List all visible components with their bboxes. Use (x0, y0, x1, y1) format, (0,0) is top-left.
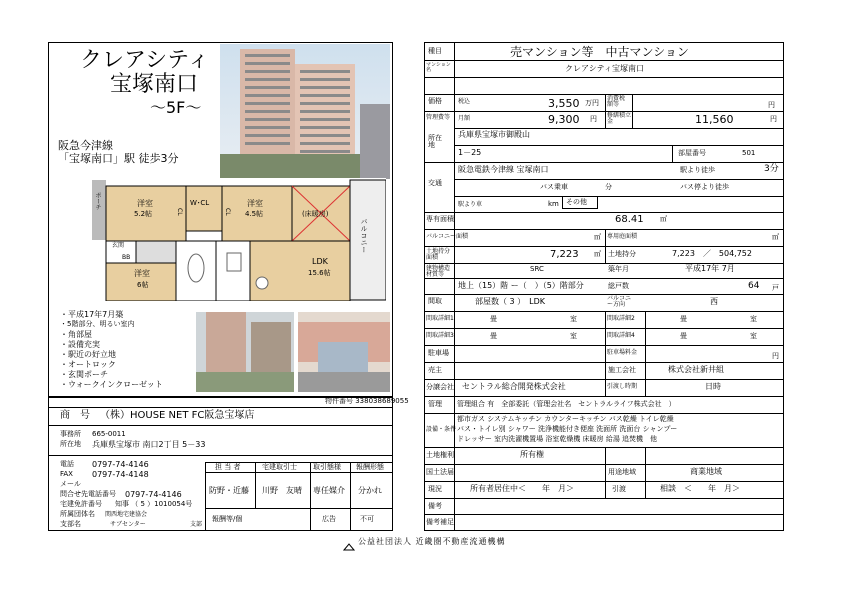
parking-fee-label: 駐車場料金 (607, 349, 638, 356)
area-unit: ㎡ (660, 215, 667, 223)
location-value: 兵庫県宝塚市 南口2丁目 5－33 (92, 440, 206, 449)
label-seller: 売主 (428, 366, 442, 374)
repair-unit: 円 (770, 115, 777, 123)
ldk-label: LDK (312, 257, 328, 266)
mgmt-sub: 月額 (458, 115, 471, 122)
fax-value: 0797-74-4148 (92, 470, 149, 479)
label-notes: 備考 (428, 502, 442, 510)
room-label-wcl: W･CL (190, 199, 210, 207)
room-label-1: 洋室 (137, 199, 153, 208)
detail3-unit-a: 畳 (490, 332, 497, 340)
equipment-line-3: ドレッサー 室内洗濯機置場 浴室乾燥機 床暖房 給湯 追焚機 他 (457, 435, 658, 443)
feature-item: ・玄関ポーチ (60, 370, 108, 379)
inquiry-label: 問合せ先電話番号 (60, 490, 116, 498)
branch-label: 支部名 (60, 520, 81, 528)
label-detail3: 間取詳細3 (426, 332, 454, 339)
exterior-photo-1 (196, 312, 294, 392)
label-land: 土地持分面積 (426, 248, 451, 261)
exterior-photo-2 (298, 312, 390, 392)
builder-label: 施工会社 (608, 366, 636, 374)
car-km: km (548, 200, 559, 208)
zoning-label: 用途地域 (608, 468, 636, 476)
entrance-label: 玄関 (112, 242, 125, 249)
label-price: 価格 (428, 97, 442, 105)
feature-item: ・駅近の好立地 (60, 350, 116, 359)
units-value: 64 (748, 281, 760, 291)
contact-fee: 分かれ (358, 486, 382, 495)
room-label-2: 洋室 (247, 199, 263, 208)
type-value: 売マンション等 中古マンション (510, 45, 689, 59)
tax-label: 消費税額等 (607, 95, 626, 108)
detail2-unit-b: 室 (750, 315, 757, 323)
units-label: 総戸数 (608, 282, 629, 290)
office-label: 事務所 (60, 430, 81, 438)
tax-unit: 円 (768, 101, 775, 109)
label-landuse: 国土法届 (426, 468, 454, 476)
private-garden-label: 専用庭面積 (607, 233, 638, 240)
bus-walk-label: バス停より徒歩 (680, 183, 729, 191)
line-value: 阪急電鉄今津線 宝塚南口 (458, 165, 549, 174)
property-title-line1: クレアシティ (80, 48, 210, 73)
private-garden-unit: ㎡ (772, 233, 779, 241)
floor-label: ～5F～ (150, 98, 202, 117)
parking-fee-unit: 円 (772, 352, 779, 360)
floors-value: 地上（15）階 ー（ ）（5）階部分 (458, 281, 584, 290)
equipment-line-1: 都市ガス システムキッチン カウンターキッチン バス乾燥 トイレ乾燥 (457, 415, 674, 423)
detail1-unit-a: 畳 (490, 315, 497, 323)
price-value: 3,550 (548, 97, 580, 110)
label-traffic: 交通 (428, 179, 442, 187)
tel-value: 0797-74-4146 (92, 460, 149, 469)
mgmt-value: 9,300 (548, 113, 580, 126)
feature-item: ・ウォークインクローゼット (60, 380, 163, 389)
station-line: 阪急今津線 (58, 139, 113, 152)
porch-label: ポーチ (94, 192, 101, 210)
label-area: 専有面積 (426, 215, 454, 223)
fax-label: FAX (60, 470, 73, 478)
contact-header-fee: 報酬形態 (356, 463, 384, 471)
balcony-area-label: バルコニー面積 (426, 233, 469, 240)
association-label: 所属団体名 (60, 510, 95, 518)
room-size-2: 4.5帖 (245, 210, 264, 218)
room-size-3: 6帖 (137, 281, 149, 289)
ad-label: 広告 (322, 515, 336, 523)
layout-value: 部屋数（ 3 ） LDK (475, 297, 546, 306)
mgmt-unit: 円 (590, 115, 597, 123)
property-number: 物件番号 338038689055 (325, 397, 409, 405)
contact-type: 専任媒介 (313, 486, 345, 495)
branch-value: サブセンター (110, 521, 146, 528)
price-sub: 税込 (458, 98, 471, 105)
equipment-line-2: バス・トイレ別 シャワー 洗浄機能付き便座 洗面所 洗面台 シャンプー (457, 425, 678, 433)
company-name: （株）HOUSE NET FC阪急宝塚店 (100, 410, 255, 421)
label-remarks: 備考補足 (426, 518, 454, 526)
label-name: マンション名 (426, 62, 451, 73)
structure-value: SRC (530, 265, 544, 273)
contact-header-broker: 宅建取引士 (262, 463, 297, 471)
license-value: 知事 （ 5 ）1010054号 (115, 500, 193, 508)
bb-label: BB (122, 254, 131, 261)
feature-item: ・角部屋 (60, 330, 92, 339)
footer-organization: 公益社団法人 近畿圏不動産流通機構 (358, 537, 506, 546)
room-label: 部屋番号 (678, 149, 706, 157)
balcony-dir-value: 西 (710, 297, 718, 306)
building-photo (220, 44, 390, 179)
ldk-size: 15.6帖 (308, 269, 331, 277)
label-parking: 駐車場 (428, 349, 449, 357)
landright-value: 所有権 (520, 450, 544, 459)
detail3-unit-b: 室 (570, 332, 577, 340)
inquiry-value: 0797-74-4146 (125, 490, 182, 499)
label-manage: 管理 (428, 400, 442, 408)
share-label: 土地持分 (608, 250, 636, 258)
location-label: 所在地 (60, 440, 81, 448)
detail2-unit-a: 畳 (680, 315, 687, 323)
bus-minutes: 分 (605, 183, 612, 191)
label-developer: 分譲会社 (426, 383, 454, 391)
car-label: 駅より車 (458, 201, 483, 208)
share-value: 7,223 ／ 504,752 (672, 249, 752, 258)
built-value: 平成17年 7月 (685, 264, 735, 273)
label-location: 所在地 (428, 134, 442, 149)
tel-label: 電話 (60, 460, 74, 468)
land-unit: ㎡ (594, 250, 601, 258)
repair-label: 修繕積立金 (607, 112, 632, 125)
block-value: 1－25 (458, 148, 482, 157)
mail-label: メール (60, 480, 81, 488)
repair-value: 11,560 (695, 113, 734, 126)
handover-label: 引渡し時期 (607, 383, 638, 390)
label-mgmt: 管理費等 (426, 114, 451, 121)
closet-label-2: CL (224, 208, 231, 216)
floorplan (92, 178, 386, 301)
detail1-unit-b: 室 (570, 315, 577, 323)
feature-item: ・設備充実 (60, 340, 100, 349)
handover-value: 日時 (705, 382, 721, 391)
units-unit: 戸 (772, 284, 779, 292)
label-type: 種目 (428, 47, 442, 55)
branch-suffix: 支部 (190, 521, 203, 528)
feature-item: ・オートロック (60, 360, 116, 369)
label-detail1: 間取詳細1 (426, 315, 454, 322)
contact-broker: 川野 友晴 (262, 486, 302, 495)
contact-header-agent: 担 当 者 (215, 463, 241, 471)
room-size-1: 5.2帖 (134, 210, 153, 218)
detail2-label: 間取詳細2 (607, 315, 635, 322)
builder-value: 株式会社新井組 (668, 365, 724, 374)
current-value: 所有者居住中＜ 年 月＞ (470, 484, 574, 493)
company-label: 商 号 (60, 410, 90, 421)
station-access: 「宝塚南口」駅 徒歩3分 (58, 152, 179, 165)
organization-logo-icon (343, 537, 355, 547)
detail4-unit-b: 室 (750, 332, 757, 340)
balcony-dir-label: バルコニー方向 (607, 295, 632, 308)
walk-label: 駅より徒歩 (680, 166, 715, 174)
balcony-area-unit: ㎡ (594, 233, 601, 241)
room-label-3: 洋室 (134, 269, 150, 278)
area-value: 68.41 (615, 214, 644, 225)
property-title-line2: 宝塚南口 (110, 72, 199, 97)
room-value: 501 (742, 149, 756, 157)
ad-value: 不可 (360, 515, 374, 523)
label-landright: 土地権利 (426, 451, 454, 459)
association-value: 関西地宅建協会 (105, 511, 148, 518)
delivery-value: 相談 ＜ 年 月＞ (660, 484, 740, 493)
name-value: クレアシティ宝塚南口 (565, 64, 645, 73)
detail4-unit-a: 畳 (680, 332, 687, 340)
developer-value: セントラル総合開発株式会社 (462, 382, 566, 391)
price-unit: 万円 (585, 99, 599, 107)
bus-label: バス乗車 (540, 183, 568, 191)
label-current: 現況 (428, 485, 442, 493)
floor-heating-label: (床暖房) (302, 210, 329, 218)
land-value: 7,223 (550, 249, 579, 260)
location-value: 兵庫県宝塚市御殿山 (458, 130, 530, 139)
detail4-label: 間取詳細4 (607, 332, 635, 339)
other-label: その他 (566, 198, 587, 206)
feature-item: ・平成17年7月築 (60, 310, 124, 319)
walk-value: 3分 (764, 164, 779, 174)
feature-item: ・5階部分、明るい室内 (60, 320, 135, 328)
built-label: 築年月 (608, 265, 629, 273)
label-layout: 間取 (428, 297, 442, 305)
office-zip: 665-0011 (92, 430, 126, 438)
manage-value: 管理組合 有 全部委託（管理会社名 セントラルライフ株式会社 ） (457, 400, 676, 408)
license-label: 宅建免許番号 (60, 500, 102, 508)
delivery-label: 引渡 (612, 485, 626, 493)
contact-agent: 防野・近藤 (209, 486, 249, 495)
contact-header-type: 取引態様 (313, 463, 341, 471)
balcony-label: バルコニー (360, 218, 368, 253)
closet-label-1: CL (176, 208, 183, 216)
zoning-value: 商業地域 (690, 467, 722, 476)
label-structure: 建物構造材質等 (426, 265, 451, 278)
label-equipment: 設備・条件 (426, 426, 457, 433)
remarks-label: 報酬等/個 (212, 515, 243, 523)
